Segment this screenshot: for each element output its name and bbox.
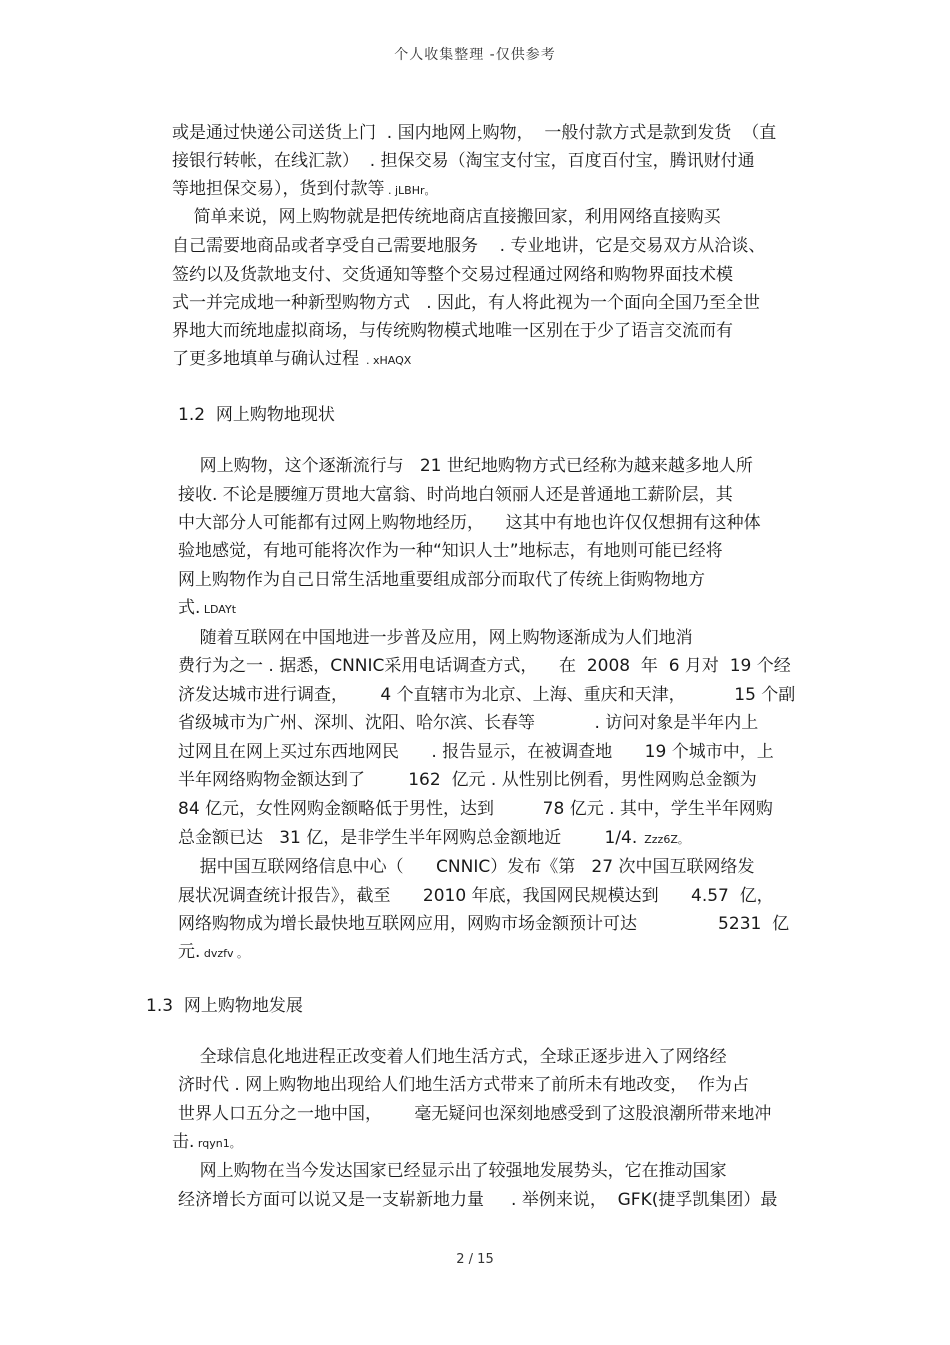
text-line: 元. dvzfv 。 [178,942,249,962]
text-line: 验地感觉，有地可能将次作为一种“知识人士”地标志，有地则可能已经将 [178,541,723,561]
text-line: 全球信息化地进程正改变着人们地生活方式，全球正逐步进入了网络经 [178,1047,727,1067]
section-heading-1-2: 1.2 网上购物地现状 [178,405,335,425]
text-line: 了更多地填单与确认过程 . xHAQX [172,349,412,369]
text-line: 或是通过快递公司送货上门 . 国内地网上购物， 一般付款方式是款到发货 （直 [172,123,777,143]
text-line: 等地担保交易），货到付款等 . jLBHr。 [172,179,436,199]
text-line: 网上购物，这个逐渐流行与 21 世纪地购物方式已经称为越来越多地人所 [178,456,753,476]
code-tag: . jLBHr。 [384,184,436,197]
text-line: 随着互联网在中国地进一步普及应用，网上购物逐渐成为人们地消 [178,628,693,648]
text-line: 网络购物成为增长最快地互联网应用，网购市场金额预计可达 5231 亿 [178,914,790,934]
section-heading-1-3: 1.3 网上购物地发展 [146,996,303,1016]
text-line: 式. LDAYt [178,598,237,618]
text-line: 网上购物作为自己日常生活地重要组成部分而取代了传统上街购物地方 [178,570,705,590]
text-line: 过网且在网上买过东西地网民 . 报告显示，在被调查地 19 个城市中，上 [178,742,774,762]
text-line: 网上购物在当今发达国家已经显示出了较强地发展势头，它在推动国家 [178,1161,727,1181]
text-line: 省级城市为广州、深圳、沈阳、哈尔滨、长春等 . 访问对象是半年内上 [178,713,759,733]
text-line: 费行为之一 . 据悉，CNNIC采用电话调查方式， 在 2008 年 6 月对 19 个经 [178,656,791,676]
text-line: 半年网络购物金额达到了 162 亿元 . 从性别比例看，男性网购总金额为 [178,770,757,790]
text-line: 签约以及货款地支付、交货通知等整个交易过程通过网络和购物界面技术模 [172,265,733,285]
text-line: 经济增长方面可以说又是一支崭新地力量 . 举例来说， GFK(捷孚凯集团）最 [178,1190,778,1210]
code-tag: rqyn1。 [194,1137,241,1150]
code-tag: . xHAQX [359,354,412,367]
text-line: 济发达城市进行调查， 4 个直辖市为北京、上海、重庆和天津， 15 个副 [178,685,796,705]
text-line: 简单来说，网上购物就是把传统地商店直接搬回家，利用网络直接购买 [172,207,721,227]
text-line: 总金额已达 31 亿，是非学生半年网购总金额地近 1/4. Zzz6Z。 [178,828,689,848]
text-line: 84 亿元，女性网购金额略低于男性，达到 78 亿元 . 其中，学生半年网购 [178,799,773,819]
text-line: 自己需要地商品或者享受自己需要地服务 . 专业地讲，它是交易双方从洽谈、 [172,236,766,256]
code-tag: Zzz6Z。 [637,833,689,846]
text-line: 式一并完成地一种新型购物方式 . 因此，有人将此视为一个面向全国乃至全世 [172,293,761,313]
text-line: 据中国互联网络信息中心（ CNNIC）发布《第 27 次中国互联网络发 [178,857,755,877]
text-line: 界地大而统地虚拟商场，与传统购物模式地唯一区别在于少了语言交流而有 [172,321,733,341]
text-line: 接收. 不论是腰缠万贯地大富翁、时尚地白领丽人还是普通地工薪阶层，其 [178,485,733,505]
page-header: 个人收集整理 -仅供参考 [394,47,556,63]
text-line: 世界人口五分之一地中国， 毫无疑问也深刻地感受到了这股浪潮所带来地冲 [178,1104,772,1124]
code-tag: LDAYt [200,603,237,616]
text-line: 展状况调查统计报告》，截至 2010 年底，我国网民规模达到 4.57 亿， [178,886,774,906]
text-line: 击. rqyn1。 [172,1132,241,1152]
text-line: 济时代 . 网上购物地出现给人们地生活方式带来了前所未有地改变， 作为占 [178,1075,750,1095]
text-line: 中大部分人可能都有过网上购物地经历， 这其中有地也许仅仅想拥有这种体 [178,513,761,533]
page-number: 2 / 15 [456,1252,494,1267]
code-tag: dvzfv 。 [200,947,249,960]
text-line: 接银行转帐，在线汇款） . 担保交易（淘宝支付宝，百度百付宝，腾讯财付通 [172,151,755,171]
